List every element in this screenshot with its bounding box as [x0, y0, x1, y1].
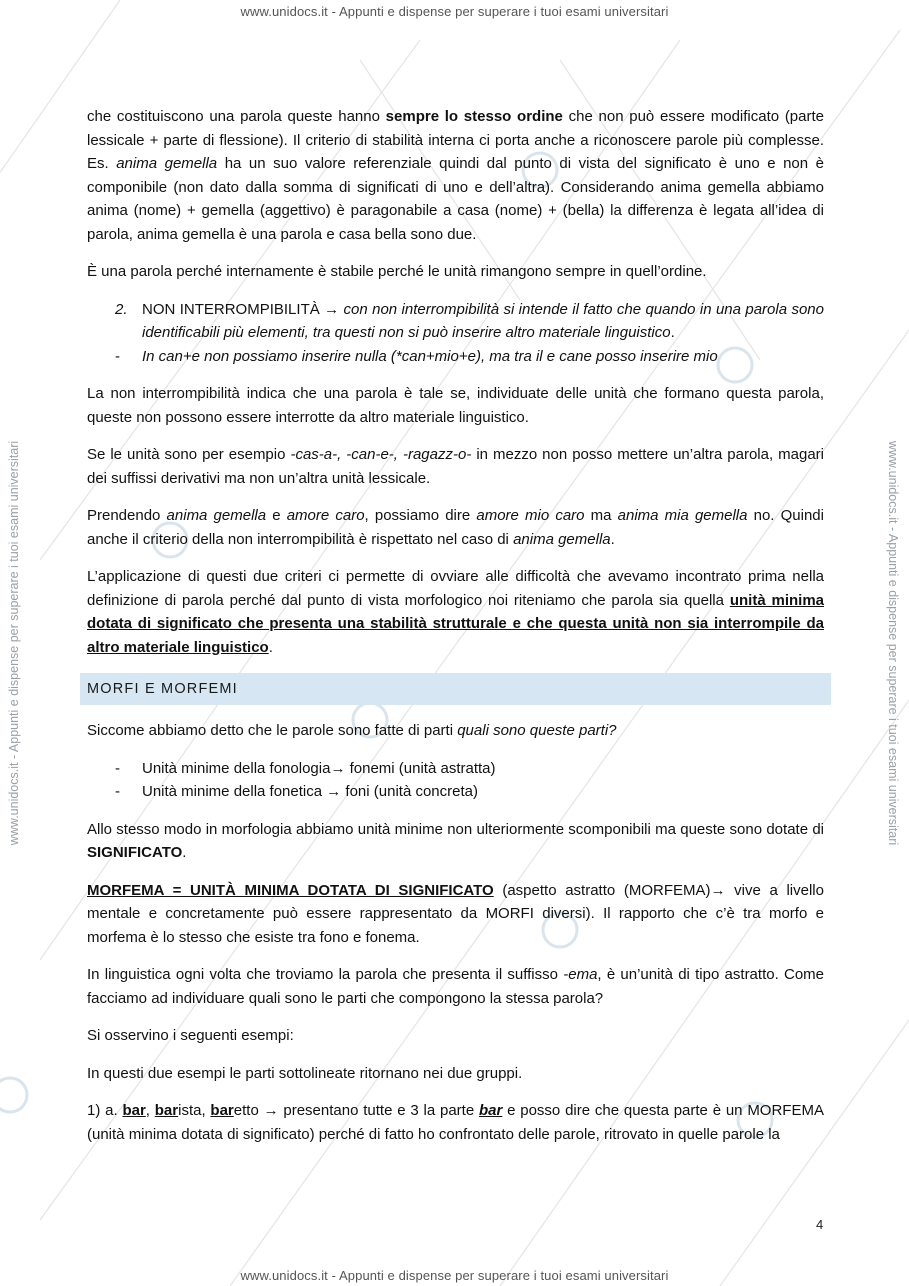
text-run: etto → presentano tutte e 3 la parte: [233, 1102, 479, 1119]
text-run: ista,: [178, 1102, 211, 1119]
paragraph: È una parola perché internamente è stabile perché le unità rimangono sempre in quell’ordine.: [87, 263, 707, 280]
italic-text: anima gemella: [116, 155, 218, 172]
text-run: Prendendo: [87, 507, 167, 524]
italic-text: In can+e non possiamo inserire nulla (*can+mio+e), ma tra il e cane posso inserire mio: [142, 347, 718, 365]
paragraph: [87, 719, 824, 743]
bold-text: SIGNIFICATO: [87, 844, 183, 861]
text-run: ,: [145, 1102, 155, 1119]
text-run: , è un’unità di tipo astratto. Come facciamo ad individuare quali sono le parti che compongono la stessa parola?: [87, 966, 825, 1007]
text-run: ma: [584, 507, 618, 524]
text-run: .: [610, 530, 615, 548]
text-run: .: [670, 324, 675, 341]
watermark-bottom: www.unidocs.it - Appunti e dispense per superare i tuoi esami universitari: [240, 1268, 669, 1283]
italic-text: -ema: [563, 966, 598, 983]
text-run: no. Quindi anche il criterio della non interrompibilità è rispettato nel caso di: [87, 507, 824, 548]
watermark-left: www.unidocs.it - Appunti e dispense per superare i tuoi esami universitari: [7, 440, 21, 846]
list-item: [87, 298, 824, 345]
text-run: Siccome abbiamo detto che le parole sono fatte di parti: [87, 722, 458, 739]
italic-text: amore caro: [286, 507, 365, 524]
text-run: .: [268, 638, 273, 656]
criteria-list: [87, 298, 824, 369]
text-run: che costituiscono una parola queste hanno: [87, 108, 386, 125]
definition-underlined: MORFEMA = UNITÀ MINIMA DOTATA DI SIGNIFICATO: [87, 881, 494, 899]
italic-text: -cas-a-, -can-e-, -ragazz-o-: [290, 446, 472, 463]
paragraph: [87, 565, 824, 659]
paragraph: [87, 1099, 824, 1146]
text-run: L’applicazione di questi due criteri ci permette di ovviare alle difficoltà che avevamo incontrato prima nella definizione di parola perché dal punto di vista morfologico noi riteniamo che parola sia quella: [87, 568, 824, 609]
list-item-text: Unità minime della fonologia→ fonemi (unità astratta): [142, 759, 496, 777]
list-item: [87, 757, 824, 781]
page-number: 4: [816, 1217, 824, 1232]
arrow-icon: →: [319, 300, 344, 318]
list-dash: -: [115, 783, 120, 800]
underlined-morph: bar: [210, 1102, 234, 1119]
text-run: 1) a.: [87, 1102, 123, 1119]
watermark-top: www.unidocs.it - Appunti e dispense per superare i tuoi esami universitari: [240, 4, 669, 19]
definition-underlined: unità minima dotata di significato che presenta una stabilità strutturale e che questa unità non sia interrompile da altro materiale linguistico: [87, 591, 825, 656]
text-run: In linguistica ogni volta che troviamo la parola che presenta il suffisso: [87, 966, 564, 983]
text-run: e posso dire che questa parte è un MORFEMA (unità minima dotata di significato) perché di fatto ho confrontato delle parole, ritrovato in quelle parole la: [87, 1102, 824, 1143]
list-item-text: Unità minime della fonetica → foni (unità concreta): [142, 783, 478, 800]
paragraph: [87, 818, 824, 865]
italic-text: anima gemella: [166, 507, 267, 524]
text-run: e: [266, 507, 287, 524]
section-heading: MORFI E MORFEMI: [80, 673, 831, 705]
text-run: Allo stesso modo in morfologia abbiamo unità minime non ulteriormente scomponibili ma queste sono dotate di: [87, 820, 824, 838]
text-run: , possiamo dire: [364, 507, 477, 524]
text-run: che non può essere modificato (parte lessicale + parte di flessione). Il criterio di stabilità interna ci porta anche a riconoscere parole più complesse. Es.: [87, 108, 824, 172]
document-body: [87, 105, 824, 1160]
list-item: [87, 780, 824, 804]
paragraph: La non interrompibilità indica che una parola è tale se, individuate delle unità che formano questa parola, queste non possono essere interrotte da altro materiale linguistico.: [87, 385, 824, 426]
italic-text: con non interrompibilità si intende il fatto che quando in una parola sono identificabili più elementi, tra questi non si può inserire altro materiale linguistico: [142, 300, 824, 341]
underlined-morph: bar: [122, 1102, 146, 1119]
text-run: ha un suo valore referenziale quindi dal punto di vista del significato è uno e non è componibile (non dato dalla somma di significati di uno e dell’altra). Considerando anima gemella abbiamo anima (nome) + gemella (aggettivo) è paragonabile a casa (nome) + (bella) la differenza è legata all’idea di parola, anima gemella è una parola e casa bella sono due.: [87, 155, 824, 243]
text-run: (aspetto astratto (MORFEMA)→ vive a livello mentale e concretamente può essere rappresentato da MORFI diversi). Il rapporto che c’è tra morfo e morfema è lo stesso che esiste tra fono e fonema.: [87, 881, 824, 946]
italic-text: quali sono queste parti?: [457, 722, 617, 739]
paragraph: In questi due esempi le parti sottolineate ritornano nei due gruppi.: [87, 1064, 523, 1082]
text-run: .: [182, 844, 187, 861]
list-dash: -: [115, 759, 120, 777]
list-number: 2.: [115, 300, 128, 318]
paragraph: [87, 504, 824, 551]
paragraph: [87, 963, 824, 1010]
units-list: [87, 757, 824, 804]
italic-text: anima gemella: [513, 530, 611, 548]
paragraph: Si osservino i seguenti esempi:: [87, 1027, 294, 1044]
paragraph: [87, 105, 824, 246]
text-run: Se le unità sono per esempio: [87, 446, 291, 463]
italic-text: amore mio caro: [476, 507, 585, 524]
text-run: in mezzo non posso mettere un’altra parola, magari dei suffissi derivativi ma non un’altra unità lessicale.: [87, 446, 824, 487]
bold-text: sempre lo stesso ordine: [385, 108, 563, 125]
list-dash: -: [115, 347, 120, 365]
italic-text: anima mia gemella: [617, 507, 748, 524]
underlined-morph: bar: [478, 1102, 503, 1119]
watermark-right: www.unidocs.it - Appunti e dispense per superare i tuoi esami universitari: [886, 440, 900, 846]
list-item: [87, 345, 824, 369]
criterion-label: NON INTERROMPIBILITÀ: [142, 300, 320, 318]
paragraph: [87, 443, 824, 490]
underlined-morph: bar: [154, 1102, 179, 1119]
paragraph: [87, 879, 824, 950]
